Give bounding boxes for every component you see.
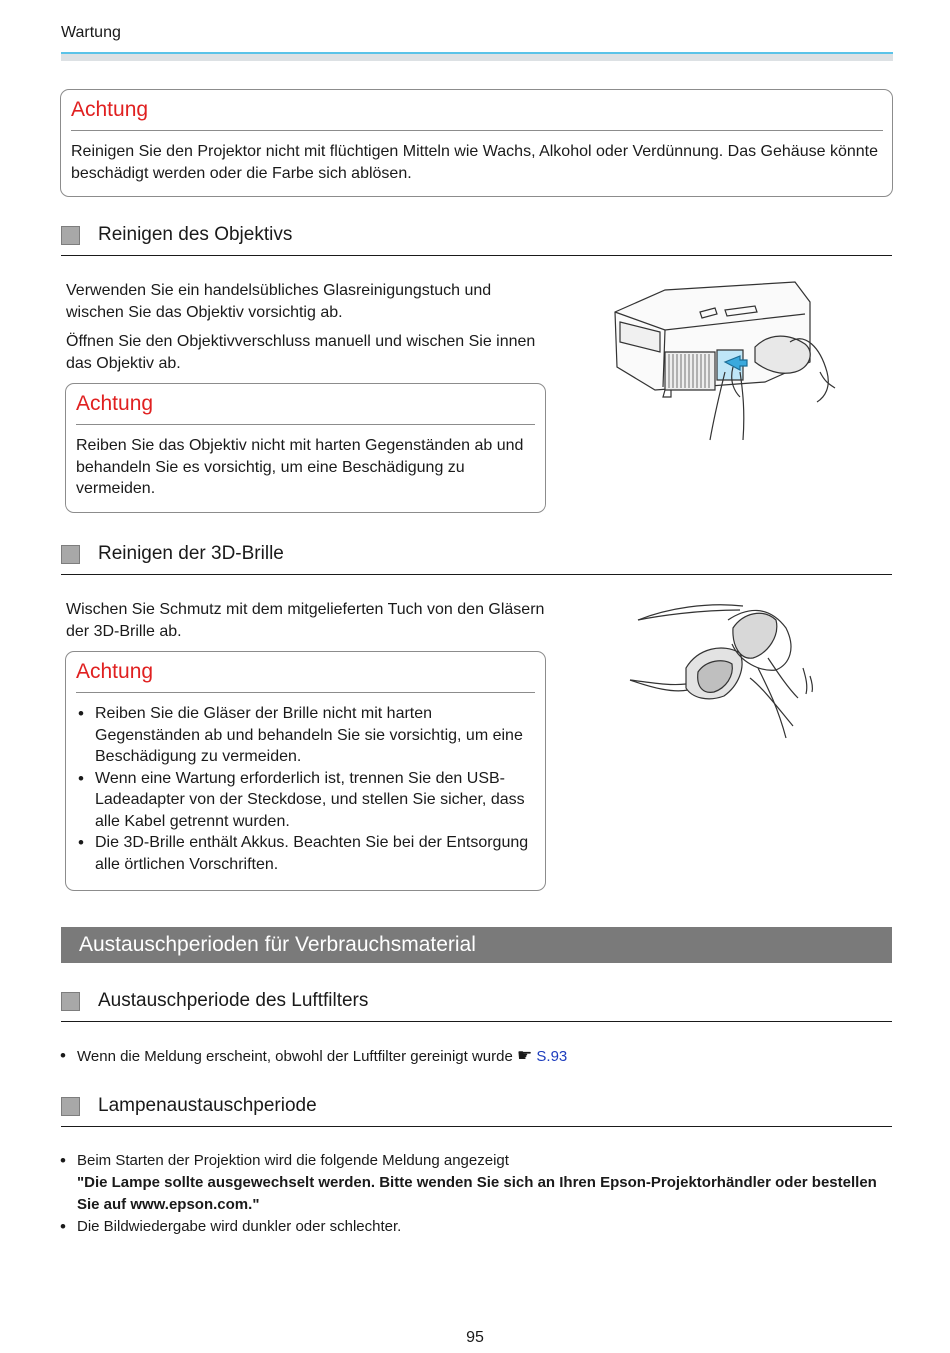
- lens-para-1: Verwenden Sie ein handelsübliches Glasreinigungstuch und wischen Sie das Objektiv vorsichtig ab.: [66, 282, 492, 321]
- section-square-icon: [61, 992, 80, 1011]
- page-link-s93[interactable]: S.93: [536, 1048, 568, 1065]
- list-item: • Die 3D-Brille enthält Akkus. Beachten Sie bei der Entsorgung alle örtlichen Vorschriften.: [76, 832, 535, 875]
- caution-divider: [76, 424, 535, 425]
- section-title: Austauschperiode des Luftfilters: [98, 990, 369, 1011]
- section-square-icon: [61, 226, 80, 245]
- projector-cleaning-illustration: [605, 272, 845, 444]
- section-title: Reinigen der 3D-Brille: [98, 543, 284, 564]
- filter-item-text: Wenn die Meldung erscheint, obwohl der Luftfilter gereinigt wurde: [77, 1048, 513, 1065]
- section-square-icon: [61, 545, 80, 564]
- section-title: Reinigen des Objektivs: [98, 224, 293, 245]
- caution-divider: [71, 130, 883, 131]
- lens-para-2: Öffnen Sie den Objektivverschluss manuell und wischen Sie innen das Objektiv ab.: [66, 333, 536, 372]
- glasses-para: Wischen Sie Schmutz mit dem mitgelieferten Tuch von den Gläsern der 3D-Brille ab.: [66, 601, 545, 640]
- section-banner: [61, 927, 892, 963]
- list-item: [58, 1150, 888, 1216]
- pointer-hand-icon: ☛: [516, 1046, 533, 1065]
- page-number: 95: [466, 1329, 484, 1346]
- section-heading-lamp: [61, 1092, 892, 1127]
- caution-bullet-list: [76, 703, 535, 875]
- caution-title: Achtung: [76, 660, 154, 683]
- running-header: Wartung: [61, 24, 121, 41]
- header-rule: [61, 52, 893, 61]
- lamp-bullet-list: [58, 1150, 888, 1238]
- caution-title: Achtung: [76, 392, 154, 415]
- glasses-instructions: [66, 599, 550, 642]
- caution-text: Reinigen Sie den Projektor nicht mit flüchtigen Mitteln wie Wachs, Alkohol oder Verdünnung. Das Gehäuse könnte beschädigt werden oder die Farbe sich ablösen.: [71, 143, 878, 182]
- list-item: [58, 1045, 888, 1068]
- caution-title: Achtung: [71, 98, 149, 121]
- section-title: Lampenaustauschperiode: [98, 1095, 317, 1116]
- section-heading-filter: [61, 987, 892, 1022]
- caution-box-glasses: [65, 651, 546, 891]
- banner-title: Austauschperioden für Verbrauchsmaterial: [79, 933, 476, 956]
- list-item: • Reiben Sie die Gläser der Brille nicht mit harten Gegenständen ab und behandeln Sie sie vorsichtig, um eine Beschädigung zu vermeiden.: [76, 703, 535, 768]
- glasses-cleaning-illustration: [628, 598, 818, 740]
- lamp-message: "Die Lampe sollte ausgewechselt werden. Bitte wenden Sie sich an Ihren Epson-Projektorhändler oder bestellen Sie auf www.epson.com.": [77, 1174, 877, 1213]
- caution-box-general: [60, 89, 893, 197]
- caution-text: Reiben Sie das Objektiv nicht mit harten Gegenständen ab und behandeln Sie es vorsichtig, um eine Beschädigung zu vermeiden.: [76, 437, 524, 497]
- caution-box-lens: [65, 383, 546, 513]
- lens-instructions: [66, 280, 550, 374]
- caution-divider: [76, 692, 535, 693]
- section-square-icon: [61, 1097, 80, 1116]
- section-heading-lens: [61, 221, 892, 256]
- list-item: • Wenn eine Wartung erforderlich ist, trennen Sie den USB-Ladeadapter von der Steckdose, und stellen Sie sicher, dass alle Kabel getrennt wurden.: [76, 768, 535, 833]
- section-heading-glasses: [61, 540, 892, 575]
- list-item: • Die Bildwiedergabe wird dunkler oder schlechter.: [58, 1216, 888, 1238]
- lamp-item-text: • Beim Starten der Projektion wird die folgende Meldung angezeigt: [77, 1152, 509, 1169]
- filter-bullet-list: [58, 1045, 888, 1068]
